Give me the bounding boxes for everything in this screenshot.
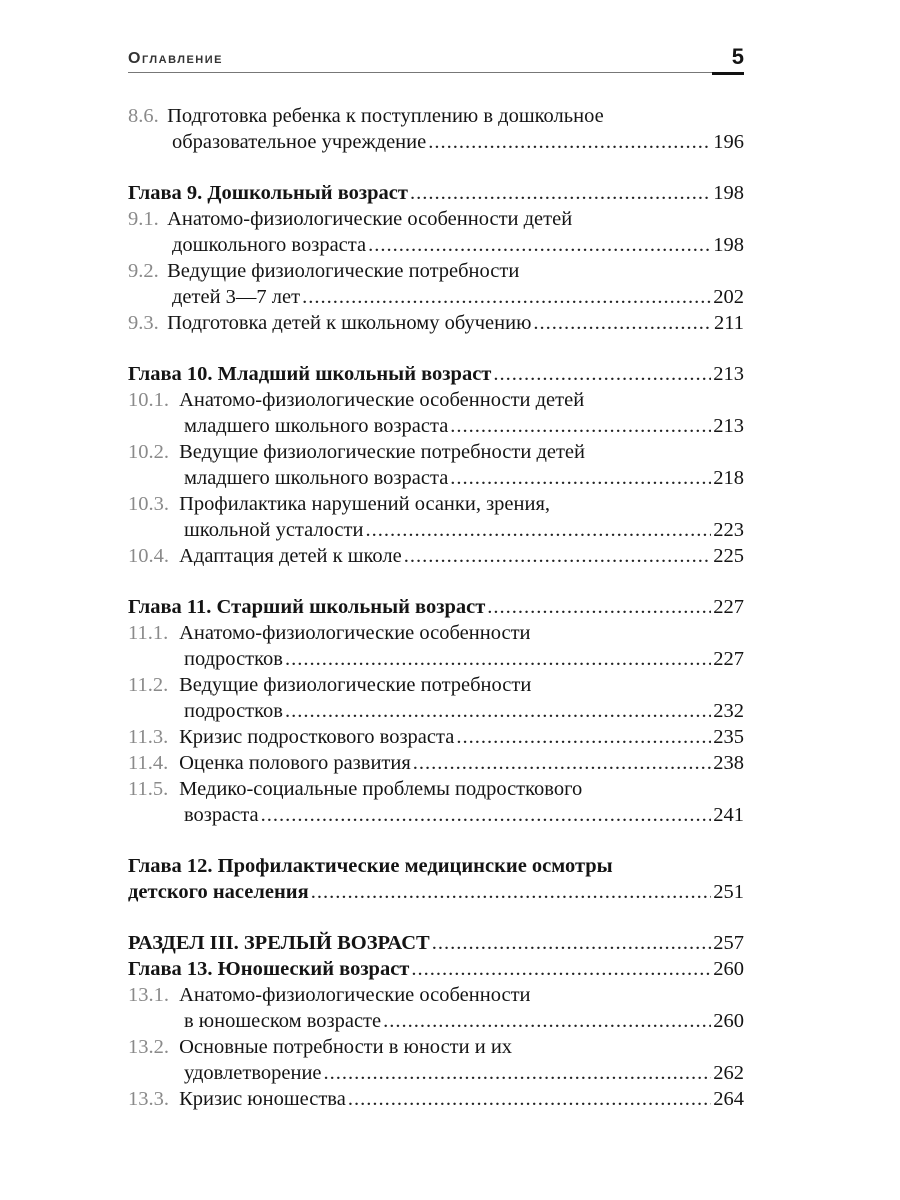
toc-chapter-9[interactable] (128, 180, 744, 206)
leader-dots (487, 594, 711, 620)
leader-dots (411, 956, 711, 982)
entry-page: 262 (713, 1062, 744, 1084)
entry-title-line1: Оценка полового развития (179, 752, 411, 774)
toc-entry-10-1[interactable] (128, 387, 744, 439)
toc-entry-11-2[interactable] (128, 672, 744, 724)
leader-dots (404, 543, 712, 569)
chapter-title: Глава 11. Старший школьный возраст (128, 596, 486, 618)
entry-page: 227 (713, 596, 744, 618)
running-header (128, 44, 744, 74)
entry-title-line1: Подготовка детей к школьному обучению (167, 312, 532, 334)
section-number: 13.3. (128, 1088, 169, 1110)
entry-page: 241 (713, 804, 744, 826)
entry-title-line1: Анатомо-физиологические особенности (179, 622, 531, 644)
entry-page: 213 (713, 415, 744, 437)
toc-entry-11-5[interactable] (128, 776, 744, 828)
entry-page: 232 (713, 700, 744, 722)
toc-entry-9-2[interactable] (128, 258, 744, 310)
section-number: 10.2. (128, 441, 169, 463)
leader-dots (413, 750, 711, 776)
section-number: 9.1. (128, 208, 159, 230)
leader-dots (285, 646, 711, 672)
part-title: РАЗДЕЛ III. ЗРЕЛЫЙ ВОЗРАСТ (128, 932, 430, 954)
toc-chapter-11[interactable] (128, 594, 744, 620)
leader-dots (383, 1008, 711, 1034)
entry-title-line1: Анатомо-физиологические особенности детей (179, 389, 585, 411)
leader-dots (450, 413, 711, 439)
leader-dots (450, 465, 711, 491)
toc-chapter-12[interactable] (128, 853, 744, 905)
section-number: 13.1. (128, 984, 169, 1006)
toc-entry-10-3[interactable] (128, 491, 744, 543)
page-number: 5 (712, 44, 744, 75)
entry-page: 225 (713, 545, 744, 567)
section-number: 11.2. (128, 674, 169, 696)
toc-entry-13-1[interactable] (128, 982, 744, 1034)
entry-page: 198 (713, 234, 744, 256)
leader-dots (432, 930, 712, 956)
toc-entry-9-1[interactable] (128, 206, 744, 258)
entry-page: 196 (713, 131, 744, 153)
toc-entry-11-4[interactable] (128, 750, 744, 776)
entry-page: 202 (713, 286, 744, 308)
entry-title-line2: подростков (184, 700, 283, 722)
entry-page: 235 (713, 726, 744, 748)
entry-title-line1: Анатомо-физиологические особенности (179, 984, 531, 1006)
entry-title-line1: Ведущие физиологические потребности (167, 260, 520, 282)
leader-dots (261, 802, 712, 828)
entry-page: 260 (713, 1010, 744, 1032)
entry-page: 260 (713, 958, 744, 980)
entry-page: 213 (713, 363, 744, 385)
toc-entry-10-2[interactable] (128, 439, 744, 491)
chapter-title-line1: Глава 12. Профилактические медицинские осмотры (128, 855, 613, 877)
section-number: 11.4. (128, 752, 169, 774)
entry-title-line1: Ведущие физиологические потребности (179, 674, 532, 696)
entry-title-line1: Профилактика нарушений осанки, зрения, (179, 493, 551, 515)
toc-part-3[interactable] (128, 930, 744, 956)
entry-title-line2: младшего школьного возраста (184, 467, 449, 489)
toc-entry-8-6[interactable] (128, 103, 744, 155)
entry-page: 257 (713, 932, 744, 954)
entry-page: 264 (713, 1088, 744, 1110)
entry-page: 218 (713, 467, 744, 489)
entry-title-line1: Кризис подросткового возраста (179, 726, 455, 748)
entry-title-line1: Адаптация детей к школе (179, 545, 402, 567)
entry-title-line2: подростков (184, 648, 283, 670)
leader-dots (348, 1086, 711, 1112)
toc-chapter-10[interactable] (128, 361, 744, 387)
entry-title-line2: младшего школьного возраста (184, 415, 449, 437)
chapter-title: Глава 9. Дошкольный возраст (128, 182, 408, 204)
leader-dots (365, 517, 711, 543)
entry-title-line1: Медико-социальные проблемы подросткового (179, 778, 583, 800)
leader-dots (368, 232, 711, 258)
entry-title-line1: Анатомо-физиологические особенности детей (167, 208, 573, 230)
entry-title-line2: удовлетворение (184, 1062, 322, 1084)
section-number: 11.5. (128, 778, 169, 800)
table-of-contents (128, 103, 744, 1112)
leader-dots (493, 361, 711, 387)
section-number: 10.3. (128, 493, 169, 515)
section-number: 11.3. (128, 726, 169, 748)
entry-title-line2: возраста (184, 804, 259, 826)
entry-title-line2: образовательное учреждение (172, 131, 427, 153)
leader-dots (324, 1060, 712, 1086)
chapter-title: Глава 13. Юношеский возраст (128, 958, 410, 980)
entry-title-line2: школьной усталости (184, 519, 364, 541)
entry-title-line2: дошкольного возраста (172, 234, 367, 256)
header-rule (128, 72, 712, 73)
leader-dots (428, 129, 711, 155)
entry-title-line2: в юношеском возрасте (184, 1010, 382, 1032)
section-number: 13.2. (128, 1036, 169, 1058)
leader-dots (410, 180, 711, 206)
entry-title-line1: Подготовка ребенка к поступлению в дошкольное (167, 105, 604, 127)
section-number: 10.4. (128, 545, 169, 567)
toc-entry-13-3[interactable] (128, 1086, 744, 1112)
toc-entry-9-3[interactable] (128, 310, 744, 336)
chapter-title-line2: детского населения (128, 881, 309, 903)
section-number: 9.3. (128, 312, 159, 334)
entry-page: 238 (713, 752, 744, 774)
entry-page: 251 (713, 881, 744, 903)
section-number: 9.2. (128, 260, 159, 282)
entry-title-line1: Ведущие физиологические потребности детей (179, 441, 586, 463)
entry-title-line1: Кризис юношества (179, 1088, 346, 1110)
section-number: 10.1. (128, 389, 169, 411)
leader-dots (302, 284, 711, 310)
section-number: 11.1. (128, 622, 169, 644)
leader-dots (533, 310, 712, 336)
entry-page: 227 (713, 648, 744, 670)
toc-entry-13-2[interactable] (128, 1034, 744, 1086)
entry-page: 211 (714, 312, 744, 334)
entry-page: 223 (713, 519, 744, 541)
chapter-title: Глава 10. Младший школьный возраст (128, 363, 492, 385)
leader-dots (456, 724, 711, 750)
toc-entry-11-3[interactable] (128, 724, 744, 750)
header-title: Оглавление (128, 50, 223, 67)
entry-title-line2: детей 3—7 лет (172, 286, 301, 308)
entry-title-line1: Основные потребности в юности и их (179, 1036, 513, 1058)
section-number: 8.6. (128, 105, 159, 127)
entry-page: 198 (713, 182, 744, 204)
leader-dots (285, 698, 711, 724)
toc-entry-10-4[interactable] (128, 543, 744, 569)
toc-entry-11-1[interactable] (128, 620, 744, 672)
toc-chapter-13[interactable] (128, 956, 744, 982)
leader-dots (311, 879, 712, 905)
